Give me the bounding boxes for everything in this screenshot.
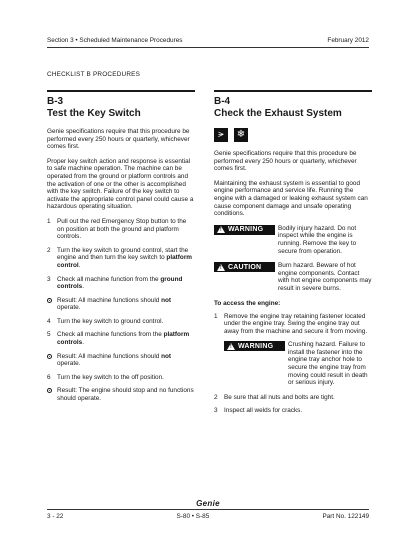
body-text: Proper key switch action and response is essential to safe machine operation. The machine can be operated from the ground or platform controls and the activation of one or the other is accomplished with the key switch. Failure of the key switch to activate the appropriate control panel could cause a hazardous operating situation. xyxy=(47,157,194,211)
symbol-icons xyxy=(214,128,372,142)
step-item xyxy=(47,276,195,291)
step-text-end: operate. xyxy=(57,304,81,312)
step-text: Result: The engine should stop and no functions should operate. xyxy=(57,387,194,403)
section-rule xyxy=(214,90,372,92)
step-text: Result: All machine functions should xyxy=(57,296,162,304)
result-icon xyxy=(47,388,52,393)
header-date: February 2012 xyxy=(327,37,369,44)
result-icon xyxy=(47,354,52,359)
body-text: Maintaining the exhaust system is essential to good engine performance and service life. Running the engine with a damaged or leaking exhaust system can cause component damage and unsafe operating conditions. xyxy=(214,179,368,218)
section-title: Test the Key Switch xyxy=(47,108,141,119)
step-text: Remove the engine tray retaining fastener located under the engine tray. Swing the engine tray out away from the machine and secure it from moving. xyxy=(224,312,368,335)
step-number: 4 xyxy=(47,317,51,325)
warning-box xyxy=(214,341,372,387)
step-text: Be sure that all nuts and bolts are tight. xyxy=(224,393,335,401)
step-item xyxy=(214,394,372,402)
step-number: 3 xyxy=(47,275,51,283)
warning-box xyxy=(214,225,372,255)
step-item xyxy=(47,374,195,382)
intro-text: Genie specifications require that this procedure be performed every 250 hours or quarterly, whichever comes first. xyxy=(47,128,190,151)
step-number: 5 xyxy=(47,331,51,339)
step-text: Turn the key switch to ground control, start the engine and then turn the key switch to xyxy=(57,246,189,262)
page-number: 3 - 22 xyxy=(47,513,64,520)
result-icon xyxy=(47,298,52,303)
step-emphasis: not xyxy=(161,296,172,304)
checklist-label: CHECKLIST B PROCEDURES xyxy=(47,71,141,78)
warning-label: WARNING xyxy=(228,226,264,234)
model-numbers: S-80 • S-85 xyxy=(176,513,210,520)
footer-rule xyxy=(47,509,369,510)
step-emphasis: not xyxy=(161,352,172,360)
step-emphasis: platform controls xyxy=(57,331,190,347)
step-text: Check all machine function from the xyxy=(57,275,161,283)
intro-text: Genie specifications require that this procedure be performed every 250 hours or quarterly, whichever comes first. xyxy=(214,150,357,173)
step-text: Inspect all welds for cracks. xyxy=(224,407,303,415)
result-item xyxy=(47,387,195,402)
genie-logo: Genie xyxy=(196,499,220,508)
step-text-end: operate. xyxy=(57,360,81,368)
step-text: Check all machine functions from the xyxy=(57,331,164,339)
section-id: B-4 xyxy=(214,96,231,107)
procedure-list xyxy=(47,218,195,403)
result-item xyxy=(47,297,195,312)
step-number: 2 xyxy=(214,393,218,401)
step-item xyxy=(47,218,195,241)
step-text-end: . xyxy=(82,339,84,347)
warning-badge xyxy=(214,225,275,235)
warning-text: Crushing hazard. Failure to install the fastener into the engine tray anchor hole to secure the engine tray from moving could result in death or serious injury. xyxy=(288,341,368,387)
step-item xyxy=(47,247,195,270)
part-number: Part No. 122149 xyxy=(322,513,369,520)
step-item xyxy=(214,407,372,415)
caution-triangle-icon xyxy=(217,264,225,271)
caution-text: Burn hazard. Beware of hot engine components. Contact with hot engine components may result in severe burns. xyxy=(278,262,372,292)
step-text: Pull out the red Emergency Stop button to the on position at both the ground and platform controls. xyxy=(57,217,187,241)
step-text-end: . xyxy=(82,283,84,291)
section-b4 xyxy=(214,90,372,421)
result-item xyxy=(47,353,195,368)
step-item xyxy=(47,318,195,326)
step-emphasis: platform control xyxy=(57,254,192,269)
step-item xyxy=(47,331,195,346)
step-number: 3 xyxy=(214,407,218,415)
step-number: 1 xyxy=(47,217,51,225)
snowflake-icon: ❄ xyxy=(234,128,248,142)
step-text: Turn the key switch to the off position. xyxy=(57,373,164,381)
step-emphasis: ground controls xyxy=(57,275,183,291)
step-number: 6 xyxy=(47,373,51,381)
access-heading: To access the engine: xyxy=(214,299,281,307)
step-number: 1 xyxy=(214,312,218,320)
header-rule xyxy=(47,47,369,48)
header-section: Section 3 • Scheduled Maintenance Procedures xyxy=(47,37,183,44)
warning-triangle-icon xyxy=(227,343,235,350)
caution-box xyxy=(214,262,372,292)
page-footer xyxy=(47,513,369,520)
cold-engine-icon: ⪫ xyxy=(214,128,228,142)
section-id: B-3 xyxy=(47,96,64,107)
step-text: Turn the key switch to ground control. xyxy=(57,317,164,325)
caution-label: CAUTION xyxy=(228,263,262,271)
step-number: 2 xyxy=(47,246,51,254)
step-text: Result: All machine functions should xyxy=(57,352,162,360)
section-title: Check the Exhaust System xyxy=(214,108,342,119)
warning-triangle-icon xyxy=(217,226,225,233)
step-item xyxy=(214,313,372,336)
warning-label: WARNING xyxy=(238,342,274,350)
warning-badge xyxy=(224,341,285,351)
warning-text: Bodily injury hazard. Do not inspect while the engine is running. Remove the key to secure from operation. xyxy=(278,224,357,255)
caution-badge xyxy=(214,262,275,272)
page-header xyxy=(47,37,369,44)
section-b3 xyxy=(47,90,195,409)
section-rule xyxy=(47,90,195,92)
step-text-end: . xyxy=(78,261,81,269)
